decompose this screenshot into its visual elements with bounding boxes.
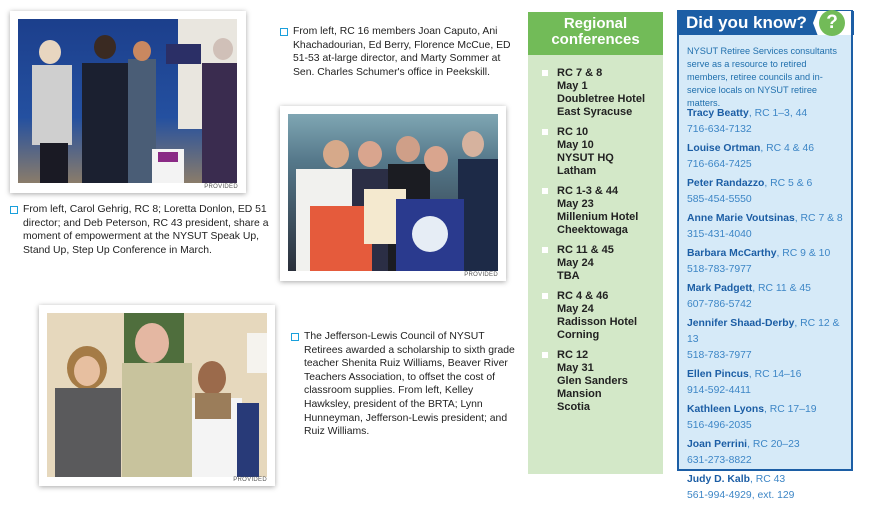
square-bullet-icon [280,28,288,36]
conference-item [542,290,663,342]
consultant-phone: 631-273-8822 [687,455,752,466]
conference-list [528,55,663,414]
consultant-entry [687,246,853,278]
conference-line: RC 12 [557,349,589,361]
consultant-rc: , RC 17–19 [763,404,817,415]
conference-item [542,244,663,283]
conference-line: Glen Sanders [557,375,628,387]
consultant-entry [687,437,853,469]
conference-line: May 24 [557,303,594,315]
consultant-rc: , RC 9 & 10 [776,248,831,259]
consultant-entry [687,141,853,173]
square-bullet-icon [542,293,548,299]
photo-image [18,19,237,183]
conference-line: Doubletree Hotel [557,93,646,105]
conference-line: Mansion [557,388,602,400]
consultant-name: Anne Marie Voutsinas [687,213,795,224]
did-you-know-panel [677,10,853,501]
conference-line: Millenium Hotel [557,211,639,223]
conference-line: NYSUT HQ [557,152,614,164]
consultant-phone: 516-496-2035 [687,420,752,431]
consultant-name: Ellen Pincus [687,369,749,380]
conference-item [542,67,663,119]
did-you-know-intro: NYSUT Retiree Services consultants serve as a resource to retired members, retiree councils and in-service locals on NYSUT retiree matters. [687,46,837,108]
consultant-entry [687,176,853,208]
consultant-name: Barbara McCarthy [687,248,777,259]
photo-credit: PROVIDED [233,477,267,483]
conference-line: Scotia [557,401,591,413]
consultant-rc: , RC 20–23 [747,439,800,450]
photo-scholarship [39,305,275,486]
consultant-list [687,106,853,507]
consultant-rc: , RC 11 & 45 [752,283,811,294]
consultant-rc: , RC 43 [749,474,786,485]
conference-line: Cheektowaga [557,224,628,236]
conference-line: TBA [557,270,580,282]
consultant-rc: , RC 14–16 [748,369,802,380]
regional-conferences-header: Regional conferences [528,12,663,55]
question-mark-icon: ? [819,10,845,36]
conference-line: RC 1-3 & 44 [557,185,619,197]
caption-photo-1: From left, Carol Gehrig, RC 8; Loretta Donlon, ED 51 director; and Deb Peterson, RC 43 president, share a moment of empowerment at the NYSUT Speak Up, Stand Up, Step Up Conference in March. [10,203,270,257]
regional-conferences-panel [528,12,663,474]
conference-item [542,185,663,237]
consultant-name: Jennifer Shaad-Derby [687,318,795,329]
consultant-entry [687,316,853,364]
consultant-phone: 716-634-7132 [687,124,752,135]
conference-line: RC 10 [557,126,589,138]
conference-item [542,126,663,178]
conference-line: RC 7 & 8 [557,67,603,79]
consultant-entry [687,367,853,399]
did-you-know-title: Did you know? [686,13,807,32]
consultant-phone: 914-592-4411 [687,385,751,396]
consultant-entry [687,472,853,504]
caption-photo-2: From left, RC 16 members Joan Caputo, Ani Khachadourian, Ed Berry, Florence McCue, ED 51-53 at-large director, and Marty Sommer at Sen. Charles Schumer's office in Peekskill. [280,25,520,79]
consultant-rc: , RC 4 & 46 [760,143,815,154]
consultant-rc: , RC 1–3, 44 [748,108,808,119]
square-bullet-icon [542,70,548,76]
conference-line: May 24 [557,257,594,269]
photo-image [47,313,267,477]
conference-line: May 23 [557,198,594,210]
consultant-name: Louise Ortman [687,143,761,154]
consultant-rc: , RC 12 & 13 [687,318,840,345]
consultant-entry [687,211,853,243]
consultant-entry [687,402,853,434]
conference-line: May 1 [557,80,588,92]
square-bullet-icon [542,352,548,358]
consultant-phone: 518-783-7977 [687,350,752,361]
conference-item [542,349,663,414]
consultant-name: Kathleen Lyons [687,404,764,415]
consultant-name: Judy D. Kalb [687,474,750,485]
consultant-rc: , RC 5 & 6 [764,178,813,189]
conference-line: Corning [557,329,600,341]
consultant-phone: 607-786-5742 [687,299,752,310]
photo-conference [10,11,246,193]
square-bullet-icon [542,188,548,194]
caption-photo-3: The Jefferson-Lewis Council of NYSUT Retirees awarded a scholarship to sixth grade teacher Shenita Ruiz Williams, Beaver River Teachers Association, to offset the cost of classroom supplies. From left, Kelley Hawksley, president of the BRTA; Lynn Hunneyman, Jefferson-Lewis president; and Ruiz Williams. [291,330,521,439]
conference-line: Latham [557,165,597,177]
consultant-phone: 585-454-5550 [687,194,752,205]
consultant-phone: 561-994-4929, ext. 129 [687,490,795,501]
consultant-phone: 518-783-7977 [687,264,752,275]
conference-line: East Syracuse [557,106,633,118]
square-bullet-icon [542,247,548,253]
conference-line: May 31 [557,362,594,374]
photo-rally [280,106,506,281]
square-bullet-icon [10,206,18,214]
consultant-name: Peter Randazzo [687,178,765,189]
conference-line: May 10 [557,139,594,151]
conference-line: RC 4 & 46 [557,290,609,302]
consultant-entry [687,281,853,313]
consultant-phone: 315-431-4040 [687,229,752,240]
consultant-phone: 716-664-7425 [687,159,752,170]
conference-line: RC 11 & 45 [557,244,614,256]
square-bullet-icon [291,333,299,341]
photo-credit: PROVIDED [464,272,498,278]
consultant-rc: , RC 7 & 8 [794,213,843,224]
photo-credit: PROVIDED [204,184,238,190]
consultant-name: Tracy Beatty [687,108,749,119]
consultant-name: Mark Padgett [687,283,753,294]
consultant-name: Joan Perrini [687,439,748,450]
photo-image [288,114,498,271]
square-bullet-icon [542,129,548,135]
consultant-entry [687,106,853,138]
conference-line: Radisson Hotel [557,316,638,328]
